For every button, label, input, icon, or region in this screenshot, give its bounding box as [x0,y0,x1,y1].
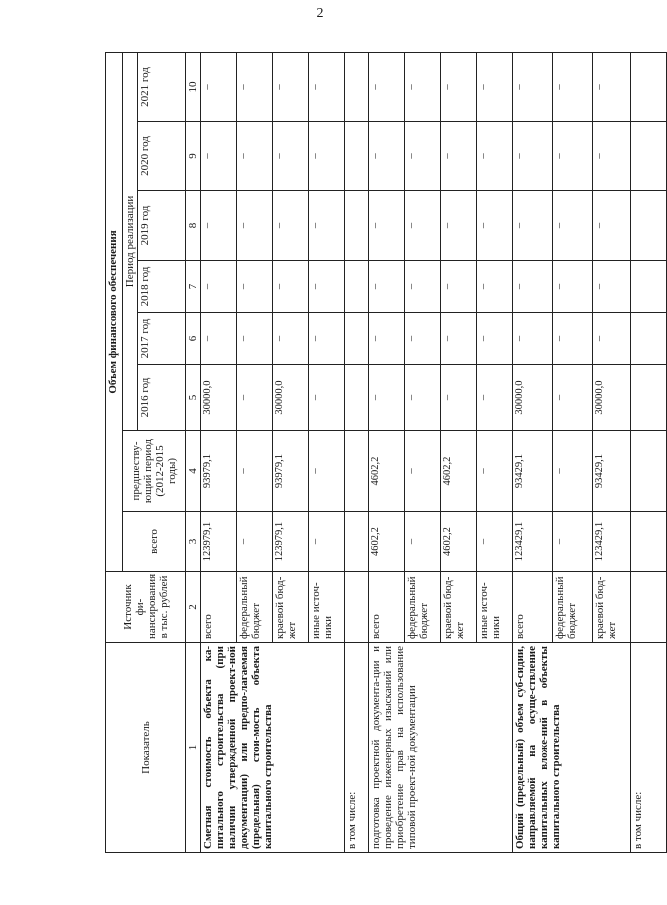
value-cell: – [273,191,309,261]
value-cell: – [309,52,345,121]
table-row [513,52,553,852]
value-cell [631,512,667,572]
value-cell: – [369,261,405,313]
value-cell: – [513,52,553,121]
value-cell: – [477,365,513,431]
header-total: всего [123,512,186,572]
value-cell: – [201,313,237,365]
value-cell: – [369,313,405,365]
value-cell: – [237,122,273,191]
header-year-2021: 2021 год [138,52,186,121]
value-cell: 123979,1 [201,512,237,572]
column-numbers-row [186,52,201,852]
value-cell: – [405,191,441,261]
value-cell: – [553,431,593,512]
col-number: 1 [186,643,201,853]
value-cell [631,365,667,431]
value-cell [345,512,369,572]
value-cell: – [513,313,553,365]
value-cell: – [553,512,593,572]
value-cell: 4602,2 [441,431,477,512]
indicator-cell: подготовка проектной документа-ции и проведение инженерных изысканий или приобретение прав на использование типовой проект-ной документации [369,643,513,853]
value-cell: – [201,261,237,313]
page-number: 2 [316,6,324,21]
value-cell: – [237,313,273,365]
value-cell: 123429,1 [593,512,631,572]
value-cell: – [237,52,273,121]
indicator-cell: в том числе: [631,643,667,853]
source-cell: федеральный бюджет [553,572,593,643]
value-cell: – [309,365,345,431]
value-cell: – [273,313,309,365]
value-cell [631,122,667,191]
col-number: 7 [186,261,201,313]
header-year-2016: 2016 год [138,365,186,431]
value-cell: – [441,122,477,191]
value-cell: 4602,2 [369,431,405,512]
value-cell: – [593,122,631,191]
source-cell [631,572,667,643]
source-cell: краевой бюд-жет [593,572,631,643]
value-cell: – [369,191,405,261]
value-cell: 30000,0 [593,365,631,431]
funding-table [105,52,667,853]
header-year-2020: 2020 год [138,122,186,191]
indicator-cell: Сметная стоимость объекта ка-питального строительства (при наличии утвержденной проект-ной документации) или предпо-лагаемая (предельная) стои-мость объекта капитального строительства [201,643,345,853]
value-cell: – [405,431,441,512]
col-number: 9 [186,122,201,191]
source-cell: федеральный бюджет [405,572,441,643]
table-row [369,52,405,852]
source-cell: федеральный бюджет [237,572,273,643]
value-cell: – [477,52,513,121]
value-cell: 123429,1 [513,512,553,572]
value-cell: – [513,122,553,191]
value-cell [345,365,369,431]
value-cell: – [405,261,441,313]
table-row [631,52,667,852]
value-cell: – [309,313,345,365]
value-cell: – [553,52,593,121]
value-cell: – [477,261,513,313]
header-funding: Объем финансового обеспечения [106,52,123,571]
source-cell: иные источ-ники [309,572,345,643]
value-cell: – [553,191,593,261]
value-cell: – [405,365,441,431]
value-cell: – [273,261,309,313]
col-number: 4 [186,431,201,512]
value-cell: – [553,365,593,431]
value-cell: – [593,191,631,261]
col-number: 3 [186,512,201,572]
value-cell: – [369,365,405,431]
header-year-2019: 2019 год [138,191,186,261]
value-cell: – [405,122,441,191]
value-cell: – [405,512,441,572]
source-cell: всего [513,572,553,643]
value-cell: 30000,0 [273,365,309,431]
value-cell: – [593,261,631,313]
value-cell: – [237,431,273,512]
value-cell: – [477,313,513,365]
value-cell: 93429,1 [513,431,553,512]
header-year-2017: 2017 год [138,313,186,365]
value-cell [345,431,369,512]
value-cell [631,52,667,121]
value-cell: – [441,365,477,431]
value-cell: – [441,261,477,313]
indicator-cell: Общий (предельный) объем суб-сидии, направляемой на осуще-ствление капитальных вложе-ний в объекты капитального строительства [513,643,631,853]
source-cell: краевой бюд-жет [273,572,309,643]
value-cell: – [477,191,513,261]
value-cell: – [309,431,345,512]
value-cell: – [405,313,441,365]
value-cell [345,261,369,313]
value-cell: – [553,122,593,191]
source-cell: всего [201,572,237,643]
value-cell: – [309,191,345,261]
value-cell [345,52,369,121]
header-period: Период реализации [123,52,138,430]
value-cell: – [553,261,593,313]
value-cell: – [237,512,273,572]
table-row [201,52,237,852]
source-cell: всего [369,572,405,643]
source-cell: иные источ-ники [477,572,513,643]
value-cell: – [369,122,405,191]
value-cell [631,431,667,512]
value-cell: – [513,261,553,313]
col-number: 5 [186,365,201,431]
value-cell: – [273,52,309,121]
value-cell: – [237,261,273,313]
value-cell: – [201,122,237,191]
header-source: Источник фи-нансирования в тыс. рублей [106,572,186,643]
value-cell: – [593,52,631,121]
value-cell: 123979,1 [273,512,309,572]
value-cell: – [309,122,345,191]
value-cell: – [405,52,441,121]
value-cell [631,261,667,313]
value-cell: – [237,191,273,261]
value-cell: 30000,0 [201,365,237,431]
rotated-table-wrapper [105,53,644,853]
value-cell: – [309,261,345,313]
header-previous: предшеству-ющий период (2012-2015 годы) [123,431,186,512]
value-cell: – [309,512,345,572]
value-cell: – [201,52,237,121]
col-number: 8 [186,191,201,261]
value-cell: – [441,52,477,121]
value-cell: – [237,365,273,431]
header-year-2018: 2018 год [138,261,186,313]
value-cell [631,313,667,365]
value-cell: – [441,313,477,365]
value-cell: 93429,1 [593,431,631,512]
source-cell: краевой бюд-жет [441,572,477,643]
value-cell [345,313,369,365]
value-cell: – [477,431,513,512]
value-cell [345,191,369,261]
col-number: 2 [186,572,201,643]
source-cell [345,572,369,643]
value-cell: 4602,2 [441,512,477,572]
value-cell: – [477,512,513,572]
value-cell: – [369,52,405,121]
value-cell: – [201,191,237,261]
header-indicator: Показатель [106,643,186,853]
col-number: 6 [186,313,201,365]
value-cell: – [553,313,593,365]
value-cell: 4602,2 [369,512,405,572]
value-cell [631,191,667,261]
value-cell: 30000,0 [513,365,553,431]
value-cell [345,122,369,191]
indicator-cell: в том числе: [345,643,369,853]
value-cell: – [441,191,477,261]
value-cell: – [513,191,553,261]
col-number: 10 [186,52,201,121]
value-cell: – [273,122,309,191]
value-cell: – [593,313,631,365]
value-cell: 93979,1 [273,431,309,512]
table-row [345,52,369,852]
value-cell: – [477,122,513,191]
value-cell: 93979,1 [201,431,237,512]
